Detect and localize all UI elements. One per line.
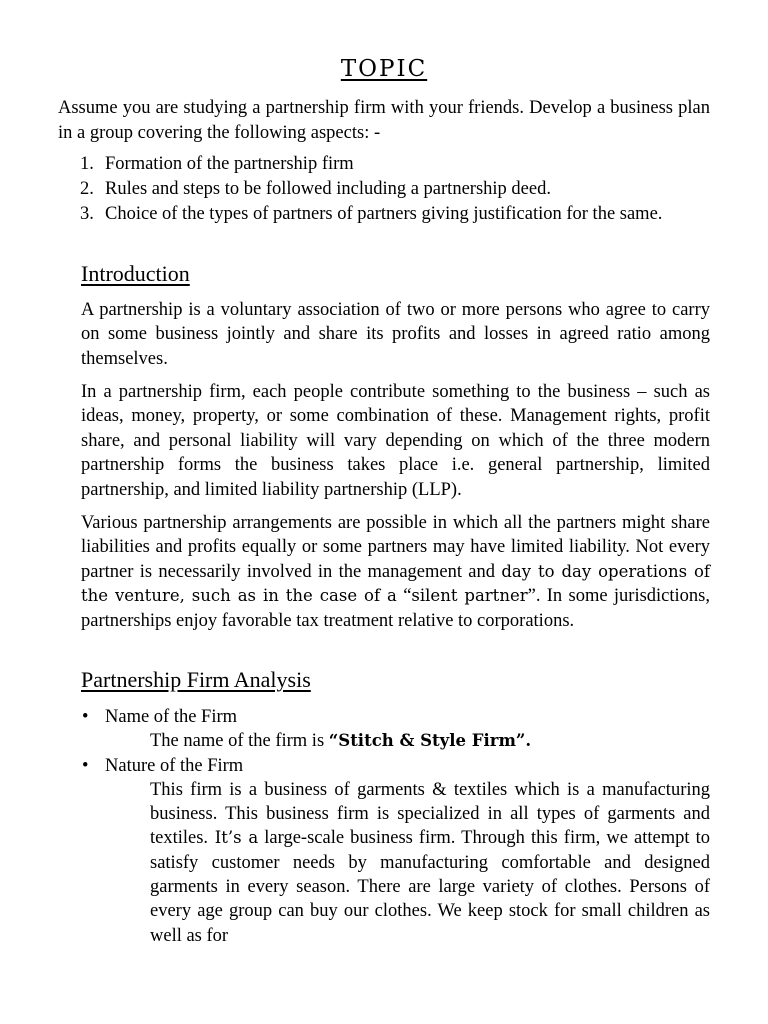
firm-nature-label: Nature of the Firm	[105, 755, 244, 776]
paragraph-text: The name of the firm is	[150, 731, 329, 752]
list-item	[80, 177, 710, 202]
list-item-text: Formation of the partnership firm	[105, 154, 354, 174]
list-item	[80, 705, 710, 754]
list-number: 1.	[80, 154, 94, 174]
paragraph-text: Various partnership arrangements are possible in which all the partners might share liabilities and profits equally or some partners may have limited liability. Not every partner is necessarily involved in the management and	[81, 513, 710, 582]
bullet-icon: •	[82, 707, 89, 727]
firm-name-text	[105, 729, 710, 753]
firm-nature-text	[105, 778, 710, 948]
list-item	[80, 202, 710, 227]
paragraph-text: “	[396, 586, 412, 607]
page-title: TOPIC	[340, 56, 428, 82]
bullet-icon: •	[82, 755, 89, 776]
assignment-prompt: Assume you are studying a partnership firm with your friends. Develop a business plan in a group covering the following aspects: -	[58, 98, 710, 143]
paragraph-text: silent partner	[411, 586, 528, 606]
firm-name-label: Name of the Firm	[105, 707, 238, 727]
list-item	[80, 754, 710, 948]
list-item-text: Choice of the types of partners of partners giving justification for the same.	[105, 204, 663, 224]
paragraph-text: large-scale business firm. Through this firm, we attempt to satisfy customer needs by manufacturing comfortable and designed garments in every season. There are large variety of clothes. Persons of every age group can buy our clothes. We keep stock for small children as well as for	[150, 828, 710, 946]
assignment-list	[80, 152, 710, 227]
paragraph-text: It’s a	[208, 828, 259, 848]
paragraph-text: This firm is a business of garments & textiles which is a manufacturing business. This business firm is specialized in all types of garments and textiles.	[150, 779, 710, 849]
list-item-text: Rules and steps to be followed including a partnership deed.	[105, 179, 551, 199]
introduction-heading: Introduction	[81, 261, 190, 286]
list-number: 3.	[80, 204, 94, 224]
list-number: 2.	[80, 179, 94, 199]
paragraph-text: day to day operations of the venture, such as in the case of a	[81, 561, 710, 606]
firm-name-value: “Stitch & Style Firm”.	[328, 731, 532, 751]
list-item	[80, 152, 710, 177]
introduction-paragraph-1: A partnership is a voluntary association of two or more persons who agree to carry on some business jointly and share its profits and losses in agreed ratio among themselves.	[81, 300, 710, 369]
paragraph-text: ”. In some jurisdictions, partnerships enjoy favorable tax treatment relative to corporations.	[81, 586, 710, 631]
introduction-paragraph-3	[81, 511, 710, 633]
analysis-heading: Partnership Firm Analysis	[81, 667, 311, 692]
analysis-list	[80, 705, 710, 948]
introduction-paragraph-2: In a partnership firm, each people contribute something to the business – such as ideas, money, property, or some combination of these. Management rights, profit share, and personal liability will vary depending on which of the three modern partnership forms the business takes place i.e. general partnership, limited partnership, and limited liability partnership (LLP).	[81, 382, 710, 500]
